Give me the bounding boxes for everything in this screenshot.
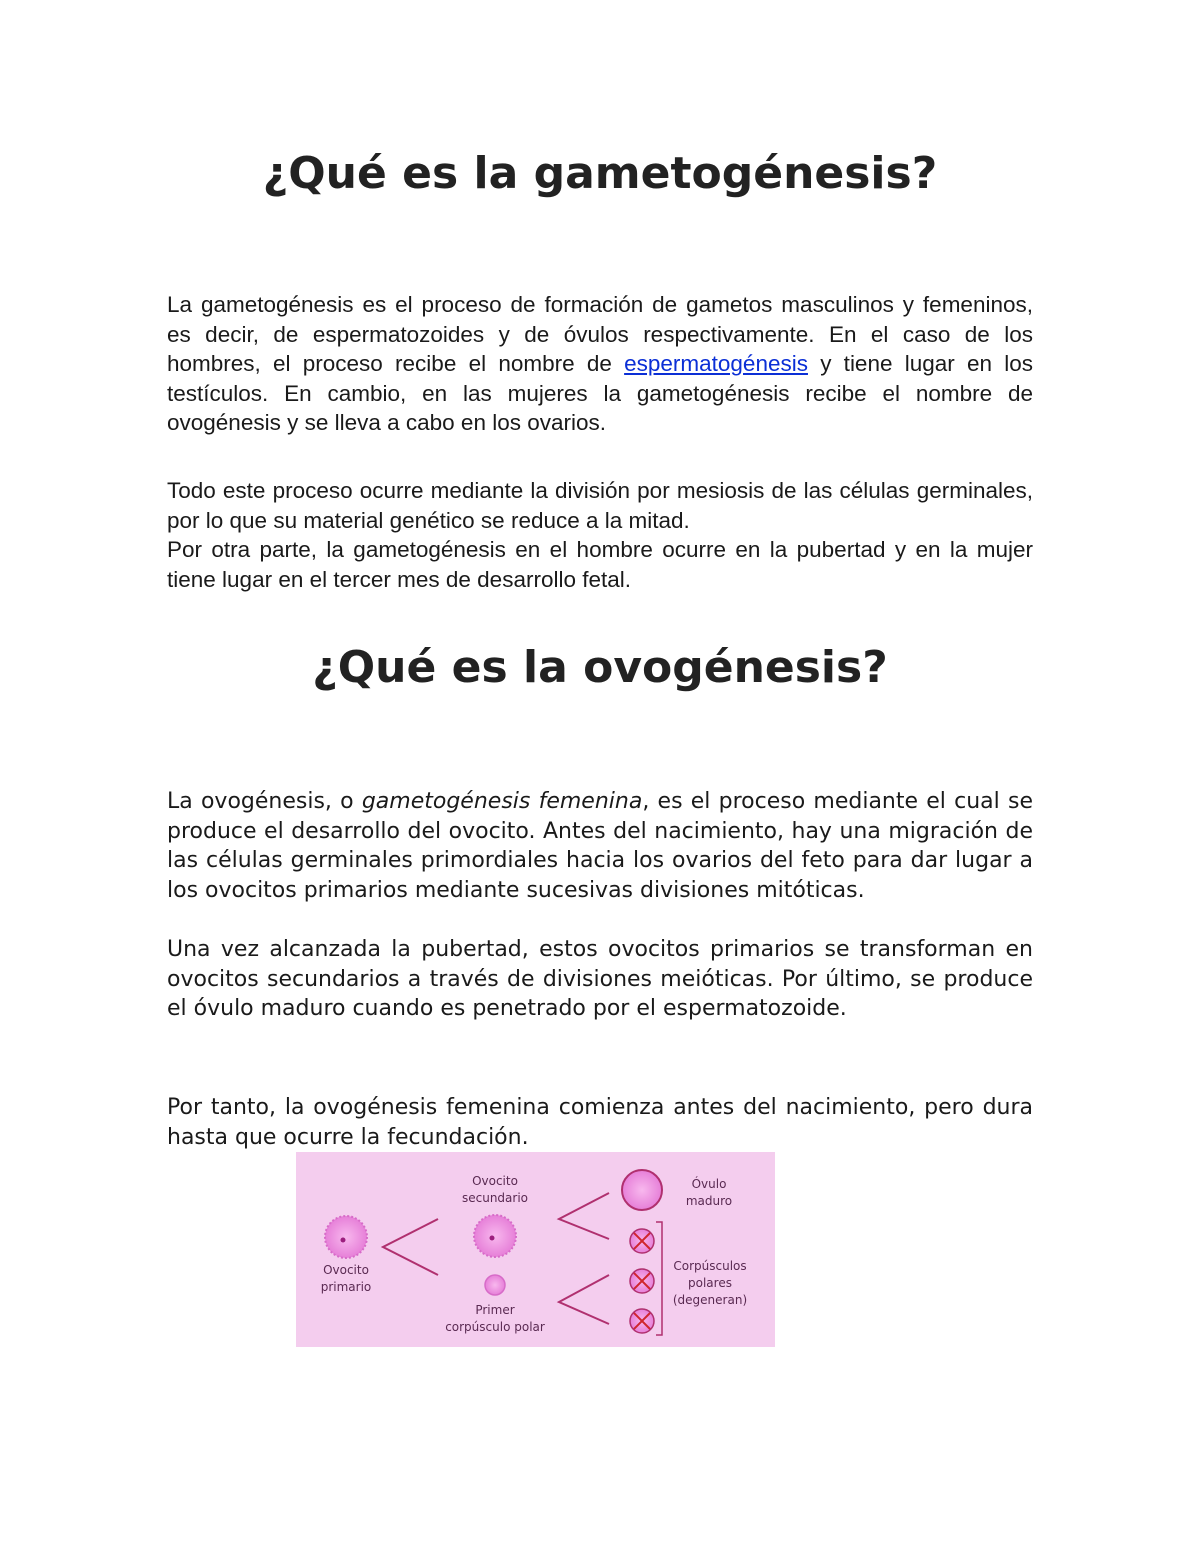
polar-body-degenerating-1 [630,1229,654,1253]
label-primary-line1: Ovocito [323,1263,369,1277]
italic-term: gametogénesis femenina [361,789,643,814]
secondary-oocyte-cell [474,1215,516,1257]
label-secondary-line1: Ovocito [472,1174,518,1188]
label-secondary-line2: secundario [461,1191,529,1205]
label-polar-bodies-line2: polares [688,1276,732,1290]
polar-body-degenerating-2 [630,1269,654,1293]
primary-oocyte-cell [325,1216,367,1258]
split-arrow-2 [559,1193,609,1239]
section-title-ovogenesis: ¿Qué es la ovogénesis? [312,642,888,693]
ovogenesis-diagram-svg [296,1152,775,1347]
paragraph-text: La ovogénesis, o [167,789,362,814]
paragraph-puberty: Una vez alcanzada la pubertad, estos ovocitos primarios se transforman en ovocitos secundarios a través de divisiones meióticas. Por último, se produce el óvulo maduro cuando es penetrado por el espermatozoide. [167,937,1033,1022]
paragraph-gametogenesis-definition [167,290,1033,438]
first-polar-body-cell [485,1275,505,1295]
split-arrow-1 [383,1219,438,1275]
paragraph-timing: Por otra parte, la gametogénesis en el hombre ocurre en la pubertad y en la mujer tiene lugar en el tercer mes de desarrollo fetal. [167,537,1033,592]
paragraph-meiosis: Todo este proceso ocurre mediante la división por mesiosis de las células germinales, por lo que su material genético se reduce a la mitad. [167,478,1033,533]
polar-bodies-bracket [656,1222,662,1335]
mature-ovum-cell [622,1170,662,1210]
label-first-polar-line1: Primer [475,1303,515,1317]
paragraph-ovogenesis-definition [167,787,1033,905]
paragraph-text: La gametogénesis es el proceso de formación de gametos masculinos y femeninos, es decir, de espermatozoides y de óvulos respectivamente. En el caso de los hombres, el proceso recibe el nombre de [167,292,1033,376]
label-polar-bodies-line1: Corpúsculos [673,1259,747,1273]
ovogenesis-diagram [296,1152,775,1347]
paragraph-text: y tiene lugar en los testículos. En cambio, en las mujeres la gametogénesis recibe el nombre de ovogénesis y se lleva a cabo en los ovarios. [167,351,1034,435]
label-primary-line2: primario [320,1280,372,1294]
label-polar-bodies-line3: (degeneran) [672,1293,748,1307]
split-arrow-3 [559,1275,609,1324]
paragraph-text: , es el proceso mediante el cual se produce el desarrollo del ovocito. Antes del nacimiento, hay una migración de las células germinales primordiales hacia los ovarios del feto para dar lugar a los ovocitos primarios mediante sucesivas divisiones mitóticas. [167,789,1033,903]
label-mature-line2: maduro [685,1194,733,1208]
paragraph-conclusion: Por tanto, la ovogénesis femenina comienza antes del nacimiento, pero dura hasta que ocurre la fecundación. [167,1095,1033,1150]
label-mature-line1: Óvulo [691,1177,727,1191]
label-first-polar-line2: corpúsculo polar [445,1320,545,1334]
polar-body-degenerating-3 [630,1309,654,1333]
espermatogenesis-link[interactable]: espermatogénesis [624,351,808,376]
section-title-gametogenesis: ¿Qué es la gametogénesis? [262,148,938,199]
